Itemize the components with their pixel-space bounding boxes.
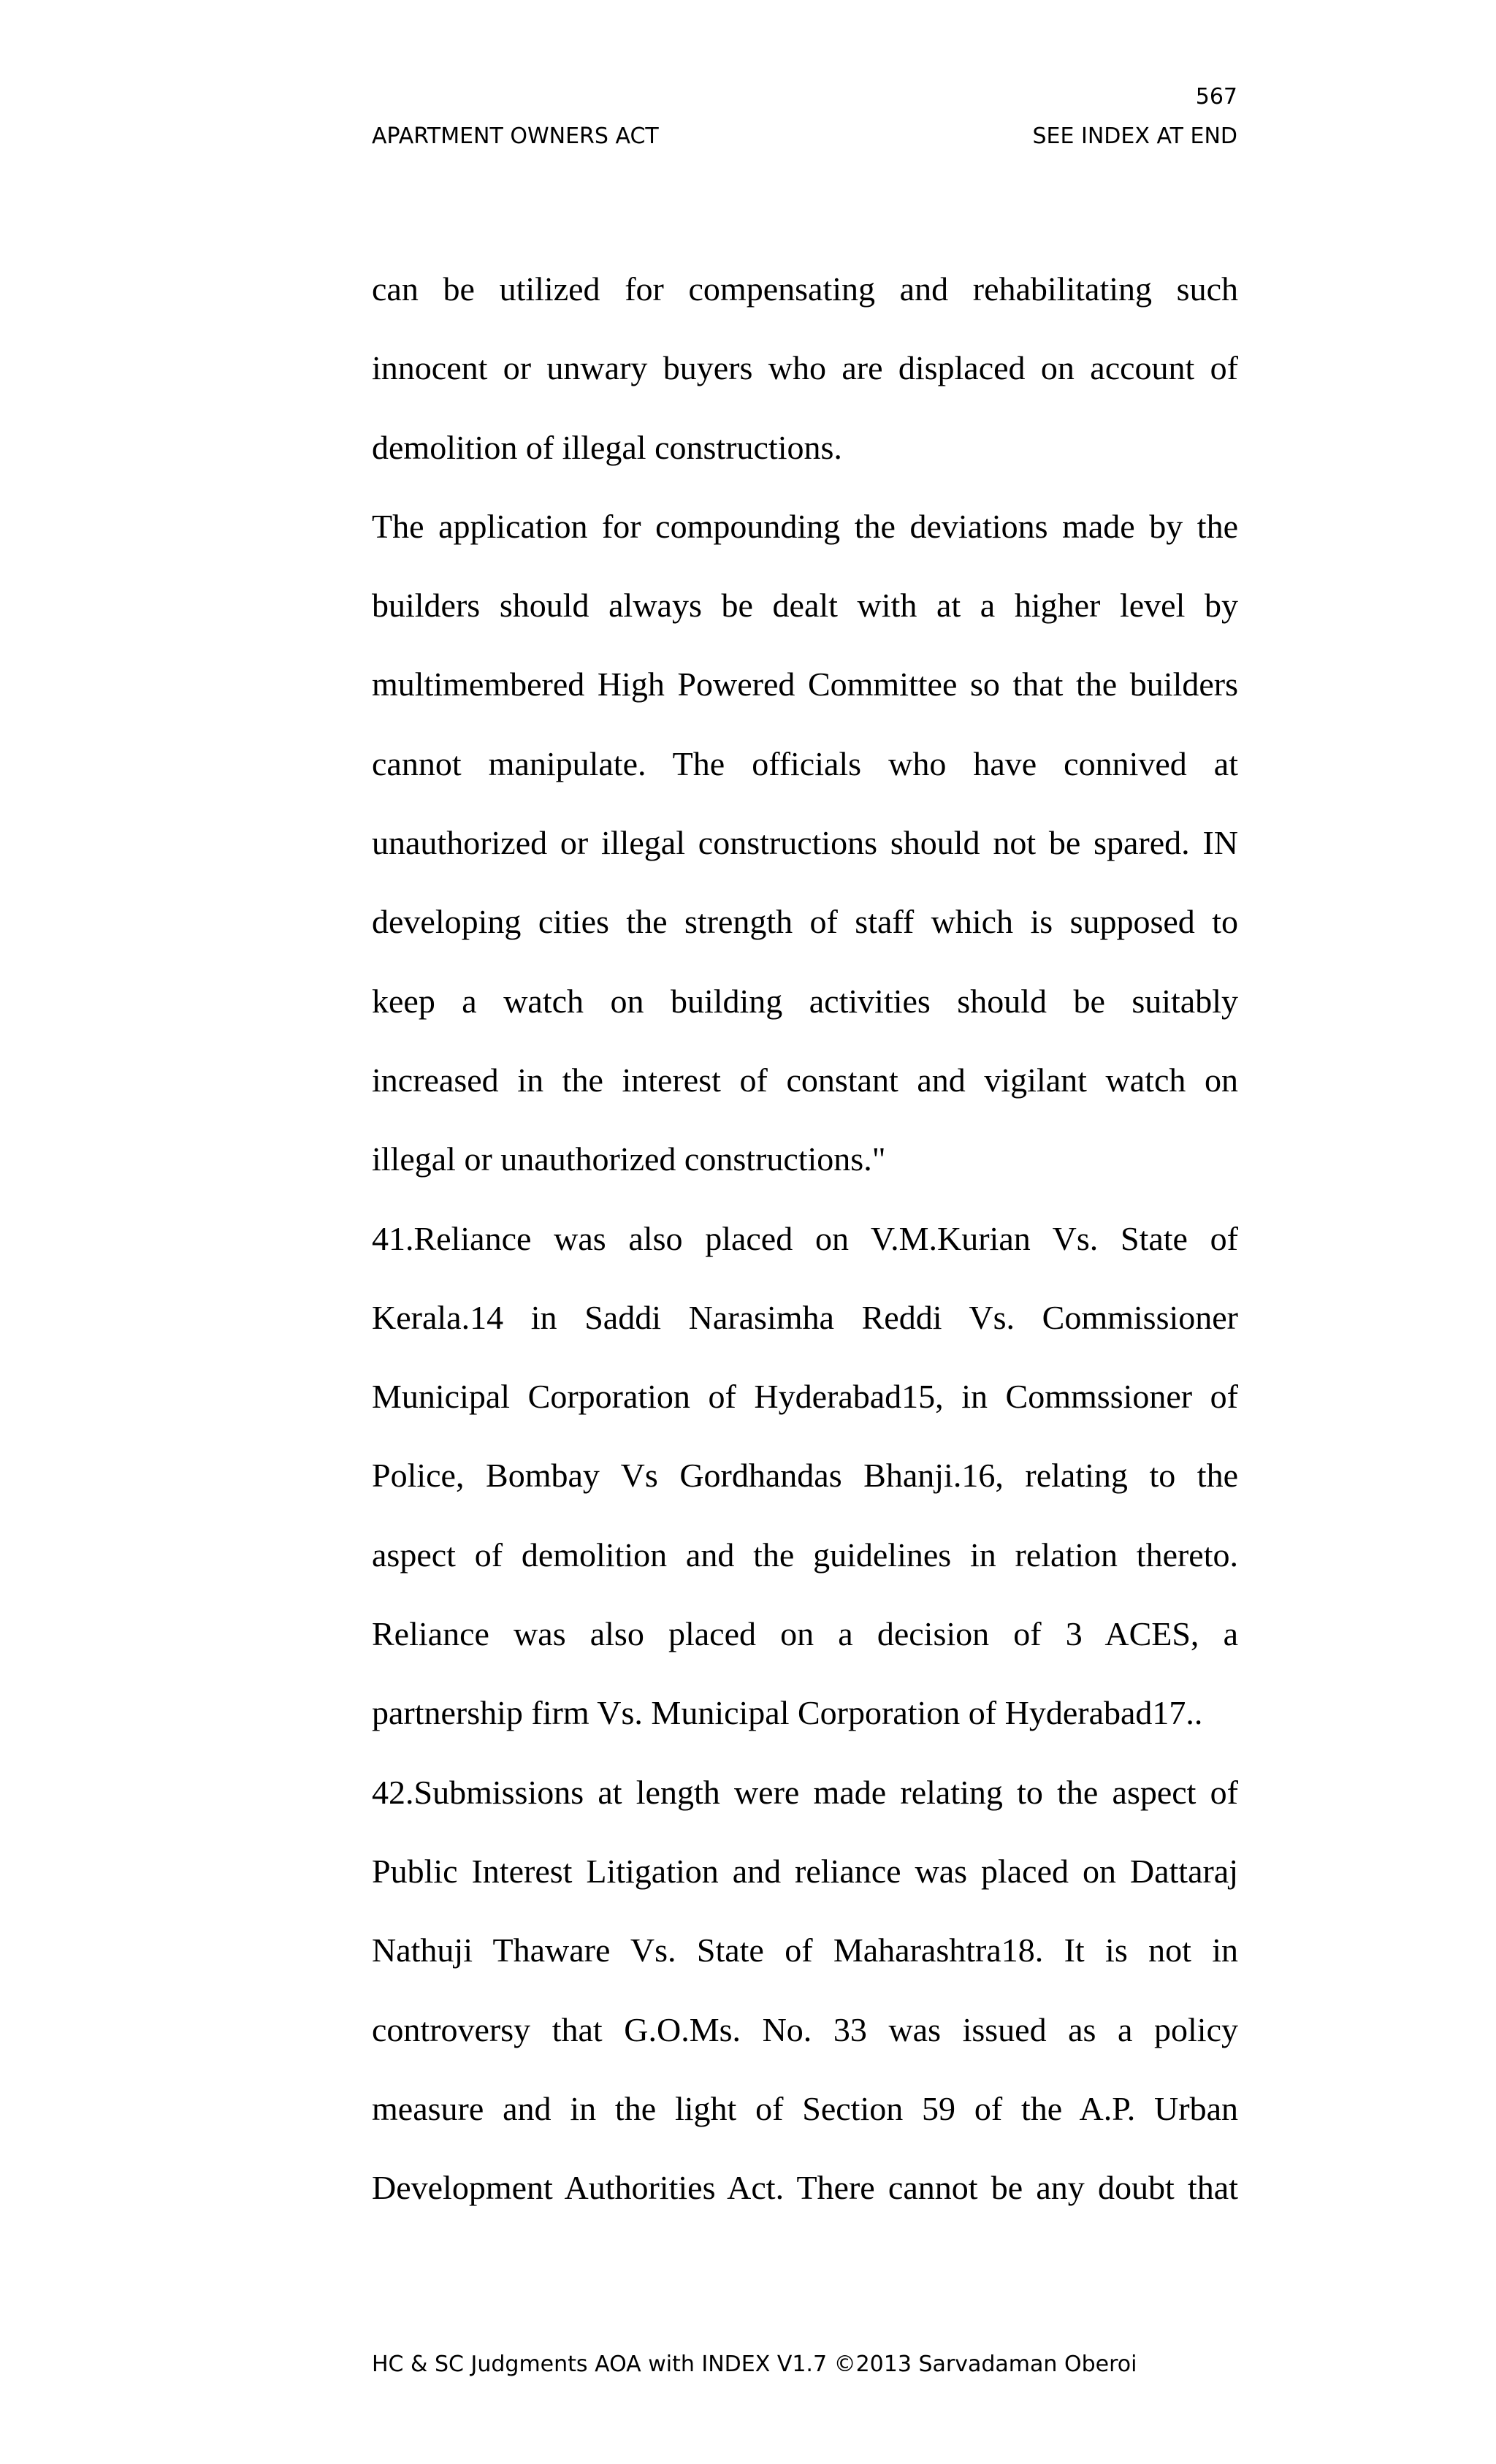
page-number: 567 [1195, 84, 1237, 110]
text-line: Public Interest Litigation and reliance was placed on Dattaraj [372, 1852, 1238, 1890]
text-line: Municipal Corporation of Hyderabad15, in Commssioner of [372, 1378, 1238, 1416]
text-line: measure and in the light of Section 59 of the A.P. Urban [372, 2089, 1238, 2127]
text-line: The application for compounding the deviations made by the [372, 507, 1238, 545]
text-line: can be utilized for compensating and rehabilitating such [372, 270, 1238, 308]
text-line: 41.Reliance was also placed on V.M.Kurian Vs. State of [372, 1219, 1238, 1257]
running-header-left: APARTMENT OWNERS ACT [372, 123, 659, 149]
text-line: partnership firm Vs. Municipal Corporation of Hyderabad17.. [372, 1694, 1203, 1732]
text-line: unauthorized or illegal constructions should not be spared. IN [372, 824, 1238, 862]
page-footer: HC & SC Judgments AOA with INDEX V1.7 ©2013 Sarvadaman Oberoi [372, 2352, 1137, 2377]
text-line: Police, Bombay Vs Gordhandas Bhanji.16, relating to the [372, 1457, 1238, 1495]
text-line: 42.Submissions at length were made relating to the aspect of [372, 1773, 1238, 1811]
text-line: illegal or unauthorized constructions." [372, 1140, 886, 1178]
text-line: Kerala.14 in Saddi Narasimha Reddi Vs. Commissioner [372, 1298, 1238, 1336]
text-line: multimembered High Powered Committee so that the builders [372, 665, 1238, 703]
text-line: innocent or unwary buyers who are displaced on account of [372, 349, 1238, 387]
text-line: aspect of demolition and the guidelines in relation thereto. [372, 1536, 1238, 1574]
text-line: cannot manipulate. The officials who have connived at [372, 744, 1238, 782]
text-line: Reliance was also placed on a decision of 3 ACES, a [372, 1615, 1238, 1653]
text-line: Development Authorities Act. There cannot be any doubt that [372, 2169, 1238, 2207]
body-text [372, 250, 1238, 2227]
text-line: builders should always be dealt with at a higher level by [372, 587, 1238, 625]
text-line: demolition of illegal constructions. [372, 428, 842, 466]
text-line: increased in the interest of constant and vigilant watch on [372, 1061, 1238, 1099]
text-line: developing cities the strength of staff which is supposed to [372, 903, 1238, 941]
text-line: controversy that G.O.Ms. No. 33 was issued as a policy [372, 2010, 1238, 2048]
running-header-right: SEE INDEX AT END [1032, 123, 1237, 149]
text-line: Nathuji Thaware Vs. State of Maharashtra18. It is not in [372, 1931, 1238, 1969]
text-line: keep a watch on building activities should be suitably [372, 982, 1238, 1020]
